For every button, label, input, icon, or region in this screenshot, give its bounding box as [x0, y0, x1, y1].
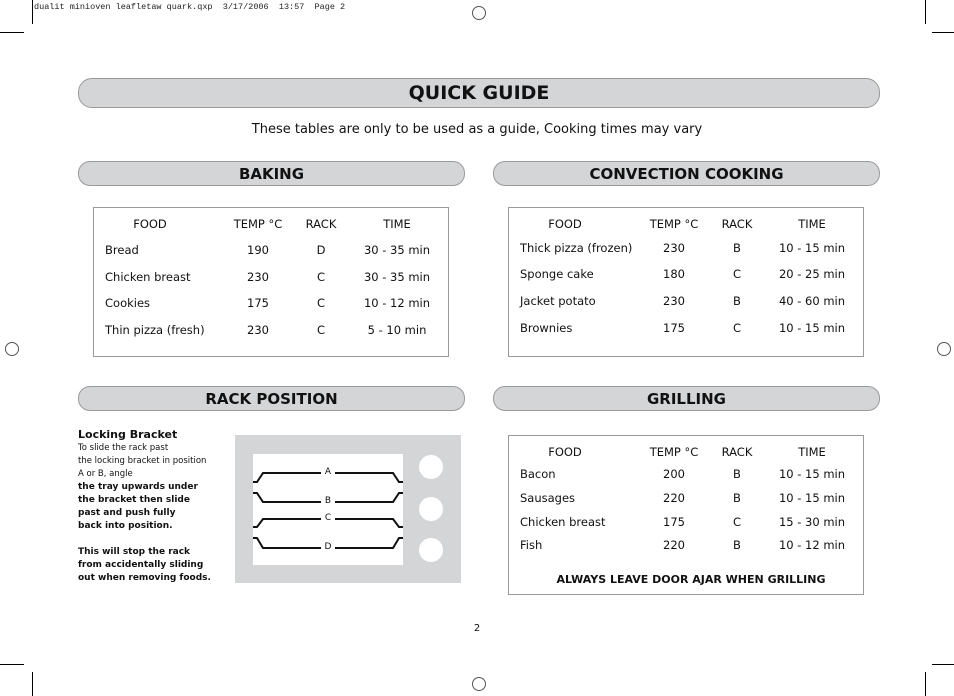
table-cell-temp: 175 [663, 321, 685, 335]
print-slug: dualit minioven leafletaw quark.qxp 3/17/2006 13:57 Page 2 [34, 2, 346, 12]
crop-mark [932, 664, 954, 665]
table-cell-time: 10 - 12 min [778, 538, 846, 552]
registration-mark-icon [5, 342, 19, 356]
subtitle: These tables are only to be used as a guide, Cooking times may vary [251, 122, 703, 137]
table-cell-time: 20 - 25 min [778, 267, 846, 281]
table-cell-temp: 190 [247, 243, 269, 257]
column-header-rack: RACK [721, 445, 753, 459]
table-cell-time: 40 - 60 min [778, 294, 846, 308]
table-cell-food: Thick pizza (frozen) [520, 241, 633, 255]
convection-table [508, 207, 864, 357]
crop-mark [932, 32, 954, 33]
table-cell-food: Jacket potato [520, 294, 596, 308]
table-cell-rack: C [316, 296, 326, 310]
note-line: the bracket then slide [78, 495, 190, 505]
table-cell-time: 10 - 15 min [778, 491, 846, 505]
table-cell-temp: 230 [247, 323, 269, 337]
oven-rack-diagram [235, 435, 461, 583]
table-cell-temp: 230 [663, 294, 685, 308]
table-cell-temp: 175 [663, 515, 685, 529]
crop-mark [0, 664, 24, 665]
note-line: the tray upwards under [78, 482, 198, 492]
rack-label-c: C [324, 513, 332, 523]
table-cell-rack: D [316, 243, 326, 257]
crop-mark [32, 0, 33, 24]
table-cell-rack: C [732, 321, 742, 335]
table-cell-food: Chicken breast [105, 270, 191, 284]
note-line: To slide the rack past [78, 443, 169, 453]
table-cell-time: 10 - 12 min [363, 296, 431, 310]
table-cell-food: Brownies [520, 321, 573, 335]
grilling-table [508, 435, 864, 595]
note-line: past and push fully [78, 508, 176, 518]
table-cell-food: Chicken breast [520, 515, 606, 529]
column-header-temp: TEMP °C [233, 217, 283, 231]
column-header-food: FOOD [133, 217, 167, 231]
table-cell-rack: C [732, 267, 742, 281]
table-cell-time: 30 - 35 min [363, 243, 431, 257]
table-cell-rack: B [733, 491, 741, 505]
crop-mark [32, 672, 33, 696]
note-line: the locking bracket in position [78, 456, 207, 466]
column-header-food: FOOD [548, 445, 582, 459]
table-cell-food: Fish [520, 538, 543, 552]
crop-mark [0, 32, 24, 33]
section-title-baking: BAKING [78, 161, 465, 186]
table-cell-temp: 230 [663, 241, 685, 255]
table-cell-rack: C [316, 270, 326, 284]
column-header-time: TIME [383, 217, 411, 231]
section-title-rack-position: RACK POSITION [78, 386, 465, 411]
table-cell-time: 10 - 15 min [778, 321, 846, 335]
table-cell-rack: B [733, 241, 741, 255]
table-cell-food: Sponge cake [520, 267, 594, 281]
table-cell-temp: 200 [663, 467, 685, 481]
locking-bracket-note [78, 428, 228, 585]
page-title: QUICK GUIDE [78, 78, 880, 108]
table-cell-time: 15 - 30 min [778, 515, 846, 529]
table-cell-time: 10 - 15 min [778, 467, 846, 481]
table-cell-food: Cookies [105, 296, 151, 310]
table-cell-rack: B [733, 294, 741, 308]
rack-label-d: D [324, 542, 332, 552]
note-line: This will stop the rack [78, 547, 191, 557]
column-header-food: FOOD [548, 217, 582, 231]
table-cell-time: 10 - 15 min [778, 241, 846, 255]
registration-mark-icon [472, 6, 486, 20]
rack-label-b: B [324, 496, 332, 506]
note-line: out when removing foods. [78, 573, 211, 583]
crop-mark [925, 0, 926, 24]
table-cell-rack: C [316, 323, 326, 337]
baking-table [93, 207, 449, 357]
column-header-rack: RACK [305, 217, 337, 231]
column-header-rack: RACK [721, 217, 753, 231]
table-cell-food: Bread [105, 243, 139, 257]
registration-mark-icon [937, 342, 951, 356]
table-cell-time: 5 - 10 min [367, 323, 427, 337]
table-cell-temp: 175 [247, 296, 269, 310]
table-cell-food: Thin pizza (fresh) [105, 323, 205, 337]
page-number: 2 [473, 623, 481, 634]
crop-mark [925, 672, 926, 696]
control-knob-icon [419, 538, 443, 562]
section-title-convection: CONVECTION COOKING [493, 161, 880, 186]
table-cell-temp: 220 [663, 491, 685, 505]
table-cell-time: 30 - 35 min [363, 270, 431, 284]
note-line: from accidentally sliding [78, 560, 204, 570]
note-line: back into position. [78, 521, 173, 531]
section-title-grilling: GRILLING [493, 386, 880, 411]
table-cell-temp: 230 [247, 270, 269, 284]
grilling-footer-note: ALWAYS LEAVE DOOR AJAR WHEN GRILLING [556, 573, 826, 586]
table-cell-temp: 220 [663, 538, 685, 552]
table-cell-temp: 180 [663, 267, 685, 281]
note-heading: Locking Bracket [78, 428, 178, 441]
table-cell-rack: B [733, 467, 741, 481]
registration-mark-icon [472, 677, 486, 691]
table-cell-rack: C [732, 515, 742, 529]
rack-label-a: A [324, 467, 332, 477]
table-cell-food: Sausages [520, 491, 576, 505]
note-line: A or B, angle [78, 469, 133, 479]
column-header-time: TIME [798, 445, 826, 459]
control-knob-icon [419, 497, 443, 521]
column-header-temp: TEMP °C [649, 217, 699, 231]
control-knob-icon [419, 455, 443, 479]
column-header-time: TIME [798, 217, 826, 231]
table-cell-food: Bacon [520, 467, 556, 481]
column-header-temp: TEMP °C [649, 445, 699, 459]
table-cell-rack: B [733, 538, 741, 552]
